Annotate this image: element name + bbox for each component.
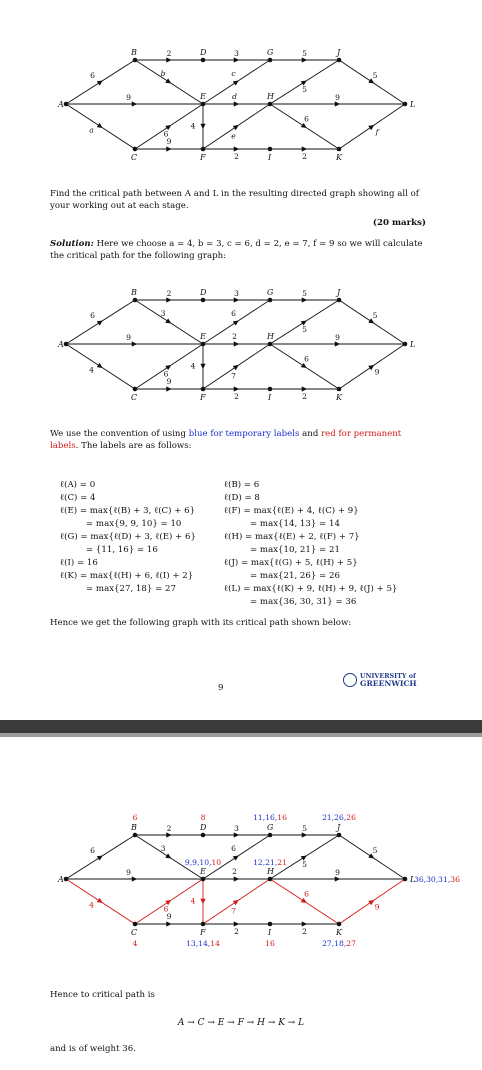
label-line: = max{10, 21} = 21 <box>250 545 340 555</box>
edge-weight-G-J: 5 <box>302 289 307 298</box>
edge-A-C <box>66 104 135 149</box>
node-label-G: G <box>267 48 274 57</box>
edge-weight-B-D: 2 <box>166 49 172 58</box>
arrowhead-icon <box>302 57 308 62</box>
edge-weight-F-H: 7 <box>231 906 236 916</box>
edge-B-E <box>135 300 203 344</box>
edge-H-J <box>270 300 339 344</box>
node-label-A: A <box>58 875 64 884</box>
node-A <box>57 875 68 884</box>
edge-weight-E-F: 4 <box>190 361 196 371</box>
node-value-label-H: 12,21,21 <box>253 858 287 867</box>
edge-weight-K-L: f <box>375 127 379 137</box>
label-line: ℓ(K) = max{ℓ(H) + 6, ℓ(I) + 2} <box>60 571 194 581</box>
edge-H-K <box>270 344 339 389</box>
arrowhead-icon <box>233 125 239 130</box>
label-line: ℓ(E) = max{ℓ(B) + 3, ℓ(C) + 6} <box>60 506 196 516</box>
edge-weight-C-E: 6 <box>163 129 169 139</box>
solution-paragraph <box>50 238 425 262</box>
node-label-L: L <box>410 100 416 109</box>
node-label-I: I <box>268 393 272 402</box>
edge-weight-H-J: 5 <box>302 860 307 869</box>
edge-F-I <box>203 386 270 401</box>
label-line: ℓ(B) = 6 <box>224 480 260 490</box>
edge-A-B <box>66 60 135 104</box>
edge-weight-C-F: 9 <box>166 137 172 146</box>
node-value-label-D: 8 <box>200 813 206 822</box>
edge-weight-J-L: 5 <box>372 846 378 855</box>
logo-line-1: UNIVERSITY of <box>360 672 416 680</box>
node-label-G: G <box>267 823 274 832</box>
university-logo <box>343 672 423 690</box>
edge-C-F <box>135 137 203 152</box>
edge-weight-A-C: a <box>89 125 94 135</box>
node-value-label-G: 11,16,16 <box>253 813 287 822</box>
edge-weight-K-L: 9 <box>374 902 380 912</box>
logo-line-2: GREENWICH <box>360 679 417 688</box>
arrowhead-icon <box>97 321 103 326</box>
arrowhead-icon <box>335 341 341 346</box>
edge-weight-C-F: 9 <box>166 377 172 386</box>
node-label-E: E <box>200 92 206 101</box>
node-B <box>130 288 137 302</box>
node-value-label-L: 36,30,31,36 <box>414 875 460 884</box>
edge-H-K <box>270 104 339 149</box>
label-line: = max{9, 9, 10} = 10 <box>86 519 182 529</box>
arrowhead-icon <box>302 146 308 151</box>
arrowhead-icon <box>233 900 239 905</box>
arrowhead-icon <box>234 297 240 302</box>
edge-B-D <box>135 289 203 303</box>
edge-weight-D-G: 3 <box>234 289 239 298</box>
arrowhead-icon <box>302 297 308 302</box>
edge-J-L <box>339 300 405 344</box>
edge-weight-A-E: 9 <box>126 868 131 877</box>
node-label-D: D <box>200 48 207 57</box>
edge-weight-C-F: 9 <box>166 912 172 921</box>
edge-weight-E-G: c <box>231 69 236 78</box>
edge-weight-K-L: 9 <box>374 367 380 377</box>
node-label-D: D <box>200 288 207 297</box>
node-value-label-F: 13,14,14 <box>186 939 220 948</box>
edge-G-J <box>270 824 339 838</box>
arrowhead-icon <box>233 320 239 325</box>
arrowhead-icon <box>234 921 240 926</box>
edge-F-I <box>203 146 270 161</box>
edge-J-L <box>339 835 405 879</box>
edge-A-E <box>66 868 203 882</box>
original-graph <box>0 38 482 168</box>
edge-I-K <box>270 386 339 401</box>
edge-weight-I-K: 2 <box>302 927 307 936</box>
edge-weight-F-I: 2 <box>234 392 239 401</box>
node-label-K: K <box>336 153 342 162</box>
label-line: ℓ(I) = 16 <box>60 558 98 568</box>
node-B <box>130 48 137 62</box>
arrowhead-icon <box>132 341 138 346</box>
hence-text: Hence we get the following graph with its critical path shown below: <box>50 618 352 628</box>
edge-G-J <box>270 49 339 63</box>
label-line: ℓ(G) = max{ℓ(D) + 3, ℓ(E) + 6} <box>60 532 196 542</box>
convention-blue: blue for temporary labels <box>188 429 300 439</box>
node-label-F: F <box>200 153 206 162</box>
node-label-E: E <box>200 332 206 341</box>
edge-weight-B-E: b <box>160 69 166 78</box>
node-A <box>57 100 68 109</box>
edge-B-E <box>135 60 203 104</box>
edge-weight-G-J: 5 <box>302 49 307 58</box>
edge-weight-A-C: 4 <box>89 900 94 910</box>
arrowhead-icon <box>234 832 240 837</box>
arrowhead-icon <box>301 363 307 368</box>
arrowhead-icon <box>200 124 205 130</box>
edge-weight-H-L: 9 <box>335 333 340 342</box>
edge-B-D <box>135 49 203 63</box>
label-line: ℓ(F) = max{ℓ(E) + 4, ℓ(C) + 9} <box>224 506 359 516</box>
node-label-J: J <box>337 48 341 57</box>
node-label-A: A <box>58 100 64 109</box>
node-value-label-E: 9,9,10,10 <box>184 858 222 867</box>
solution-label: Solution: <box>50 239 94 249</box>
node-label-I: I <box>268 153 272 162</box>
arrowhead-icon <box>132 101 138 106</box>
arrowhead-icon <box>132 876 138 881</box>
arrowhead-icon <box>234 341 240 346</box>
arrowhead-icon <box>234 876 240 881</box>
arrowhead-icon <box>200 899 205 905</box>
arrowhead-icon <box>97 363 103 368</box>
node-value-label-J: 21,26,26 <box>322 813 356 822</box>
edge-weight-H-J: 5 <box>302 325 307 334</box>
label-line: ℓ(A) = 0 <box>60 480 96 490</box>
edge-E-H <box>203 332 270 347</box>
arrowhead-icon <box>233 365 239 370</box>
arrowhead-icon <box>166 921 172 926</box>
edge-weight-A-B: 6 <box>90 846 95 855</box>
arrowhead-icon <box>368 365 374 370</box>
edge-B-D <box>135 824 203 838</box>
edge-weight-D-G: 3 <box>234 824 239 833</box>
document-page-2 <box>0 737 482 1070</box>
node-value-label-K: 27,18,27 <box>322 939 356 948</box>
node-label-I: I <box>268 928 272 937</box>
edge-A-B <box>66 835 135 879</box>
node-label-D: D <box>200 823 207 832</box>
label-line: = max{21, 26} = 26 <box>250 571 340 581</box>
edge-weight-A-E: 9 <box>126 333 131 342</box>
node-label-G: G <box>267 288 274 297</box>
label-line: ℓ(J) = max{ℓ(G) + 5, ℓ(H) + 5} <box>224 558 358 568</box>
solution-text: Here we choose a = 4, b = 3, c = 6, d = 2, e = 7, f = 9 so we will calculate the critical path for the following graph: <box>50 239 423 261</box>
arrowhead-icon <box>97 81 103 86</box>
arrowhead-icon <box>368 900 374 905</box>
arrowhead-icon <box>165 318 171 323</box>
edge-weight-D-G: 3 <box>234 49 239 58</box>
edge-H-L <box>270 93 405 107</box>
edge-weight-F-H: e <box>231 131 236 141</box>
edge-K-L <box>339 344 405 389</box>
edge-weight-B-D: 2 <box>166 289 172 298</box>
node-value-label-I: 16 <box>265 939 275 948</box>
edge-weight-E-H: d <box>232 92 237 101</box>
node-label-L: L <box>410 875 416 884</box>
arrowhead-icon <box>97 123 103 128</box>
weighted-graph <box>0 278 482 408</box>
edge-H-J <box>270 835 339 879</box>
label-line: = max{27, 18} = 27 <box>86 584 176 594</box>
marks-label: (20 marks) <box>372 218 426 228</box>
label-line: = max{36, 30, 31} = 36 <box>250 597 357 607</box>
arrowhead-icon <box>233 80 239 85</box>
edge-weight-H-K: 6 <box>304 354 309 364</box>
node-label-H: H <box>267 867 274 876</box>
arrowhead-icon <box>166 832 172 837</box>
node-label-F: F <box>200 928 206 937</box>
edge-weight-E-G: 6 <box>231 844 236 853</box>
arrowhead-icon <box>335 101 341 106</box>
edge-H-K <box>270 879 339 924</box>
arrowhead-icon <box>233 855 239 860</box>
edge-weight-H-L: 9 <box>335 93 340 102</box>
node-label-C: C <box>131 153 138 162</box>
arrowhead-icon <box>166 297 172 302</box>
convention-text-1: We use the convention of using <box>50 429 189 439</box>
label-line: ℓ(L) = max{ℓ(K) + 9, ℓ(H) + 9, ℓ(J) + 5} <box>224 584 398 594</box>
node-label-A: A <box>58 340 64 349</box>
edge-C-F <box>135 377 203 392</box>
edge-H-L <box>270 333 405 347</box>
edge-weight-B-E: 3 <box>160 844 166 853</box>
node-A <box>57 340 68 349</box>
label-line: ℓ(D) = 8 <box>224 493 260 503</box>
edge-weight-H-J: 5 <box>302 85 307 94</box>
edge-weight-E-H: 2 <box>232 867 237 876</box>
node-C <box>131 922 137 937</box>
convention-paragraph <box>50 428 425 452</box>
edge-J-L <box>339 60 405 104</box>
crest-icon <box>343 673 357 687</box>
node-label-F: F <box>200 393 206 402</box>
edge-weight-B-E: 3 <box>160 309 166 318</box>
arrowhead-icon <box>302 832 308 837</box>
arrowhead-icon <box>200 364 205 370</box>
node-label-B: B <box>131 823 137 832</box>
question-text: Find the critical path between A and L in the resulting directed graph showing all of your working out at each stage. <box>50 189 419 211</box>
convention-red: red for permanent labels <box>50 429 402 451</box>
edge-weight-H-K: 6 <box>304 114 309 124</box>
edge-I-K <box>270 146 339 161</box>
edge-I-K <box>270 921 339 936</box>
edge-H-J <box>270 60 339 104</box>
edge-weight-F-I: 2 <box>234 152 239 161</box>
arrowhead-icon <box>335 876 341 881</box>
node-value-label-B: 6 <box>132 813 138 822</box>
convention-text-2: and <box>299 429 322 439</box>
critical-path-graph <box>0 813 482 963</box>
edge-weight-G-J: 5 <box>302 824 307 833</box>
node-label-B: B <box>131 288 137 297</box>
edge-C-F <box>135 912 203 927</box>
edge-F-H <box>203 104 270 149</box>
arrowhead-icon <box>165 853 171 858</box>
label-line: ℓ(H) = max{ℓ(E) + 2, ℓ(F) + 7} <box>224 532 360 542</box>
edge-D-G <box>203 289 270 303</box>
node-label-K: K <box>336 393 342 402</box>
arrowhead-icon <box>166 57 172 62</box>
node-L <box>403 100 416 109</box>
page-number: 9 <box>218 683 224 693</box>
edge-F-I <box>203 921 270 936</box>
edge-D-G <box>203 824 270 838</box>
weight-text: and is of weight 36. <box>50 1044 136 1054</box>
critical-path: A → C → E → F → H → K → L <box>177 1018 305 1028</box>
edge-A-E <box>66 93 203 107</box>
page-separator <box>0 720 482 737</box>
edge-E-H <box>203 867 270 882</box>
node-L <box>403 340 416 349</box>
node-label-B: B <box>131 48 137 57</box>
edge-weight-E-G: 6 <box>231 309 236 318</box>
arrowhead-icon <box>302 386 308 391</box>
node-label-J: J <box>337 823 341 832</box>
node-I <box>267 387 272 402</box>
arrowhead-icon <box>97 898 103 903</box>
edge-H-L <box>270 868 405 882</box>
edge-B-E <box>135 835 203 879</box>
edge-A-C <box>66 344 135 389</box>
arrowhead-icon <box>302 921 308 926</box>
node-label-J: J <box>337 288 341 297</box>
edge-F-H <box>203 344 270 389</box>
arrowhead-icon <box>301 898 307 903</box>
edge-weight-I-K: 2 <box>302 392 307 401</box>
edge-weight-J-L: 5 <box>372 71 378 80</box>
edge-A-C <box>66 879 135 924</box>
edge-weight-F-I: 2 <box>234 927 239 936</box>
edge-A-E <box>66 333 203 347</box>
node-label-K: K <box>336 928 342 937</box>
node-label-L: L <box>410 340 416 349</box>
arrowhead-icon <box>234 146 240 151</box>
edge-weight-A-C: 4 <box>89 365 94 375</box>
edge-A-B <box>66 300 135 344</box>
node-B <box>130 823 137 837</box>
edge-E-H <box>203 92 270 107</box>
critical-path-intro: Hence to critical path is <box>50 990 155 1000</box>
edge-weight-C-E: 6 <box>163 369 169 379</box>
label-line: = max{14, 13} = 14 <box>250 519 340 529</box>
edge-weight-H-K: 6 <box>304 889 309 899</box>
arrowhead-icon <box>234 386 240 391</box>
arrowhead-icon <box>234 57 240 62</box>
node-C <box>131 387 137 402</box>
node-label-E: E <box>200 867 206 876</box>
edge-G-J <box>270 289 339 303</box>
node-I <box>267 922 272 937</box>
edge-F-H <box>203 879 270 924</box>
edge-weight-I-K: 2 <box>302 152 307 161</box>
arrowhead-icon <box>97 856 103 861</box>
node-value-label-C: 4 <box>132 939 138 948</box>
edge-weight-A-B: 6 <box>90 71 95 80</box>
edge-K-L <box>339 879 405 924</box>
node-I <box>267 147 272 162</box>
node-label-C: C <box>131 928 138 937</box>
label-line: = {11, 16} = 16 <box>86 545 158 555</box>
edge-weight-F-H: 7 <box>231 371 236 381</box>
arrowhead-icon <box>234 101 240 106</box>
convention-text-3: . The labels are as follows: <box>75 441 192 451</box>
arrowhead-icon <box>166 386 172 391</box>
node-label-C: C <box>131 393 138 402</box>
node-label-H: H <box>267 92 274 101</box>
node-C <box>131 147 137 162</box>
edge-K-L <box>339 104 405 149</box>
edge-weight-B-D: 2 <box>166 824 172 833</box>
edge-weight-E-F: 4 <box>190 896 196 906</box>
arrowhead-icon <box>301 123 307 128</box>
edge-weight-H-L: 9 <box>335 868 340 877</box>
label-line: ℓ(C) = 4 <box>60 493 96 503</box>
edge-weight-E-H: 2 <box>232 332 237 341</box>
edge-weight-A-E: 9 <box>126 93 131 102</box>
edge-D-G <box>203 49 270 63</box>
edge-weight-J-L: 5 <box>372 311 378 320</box>
arrowhead-icon <box>166 146 172 151</box>
edge-weight-A-B: 6 <box>90 311 95 320</box>
edge-weight-C-E: 6 <box>163 904 169 914</box>
node-label-H: H <box>267 332 274 341</box>
arrowhead-icon <box>368 125 374 130</box>
arrowhead-icon <box>165 78 171 83</box>
edge-weight-E-F: 4 <box>190 121 196 131</box>
